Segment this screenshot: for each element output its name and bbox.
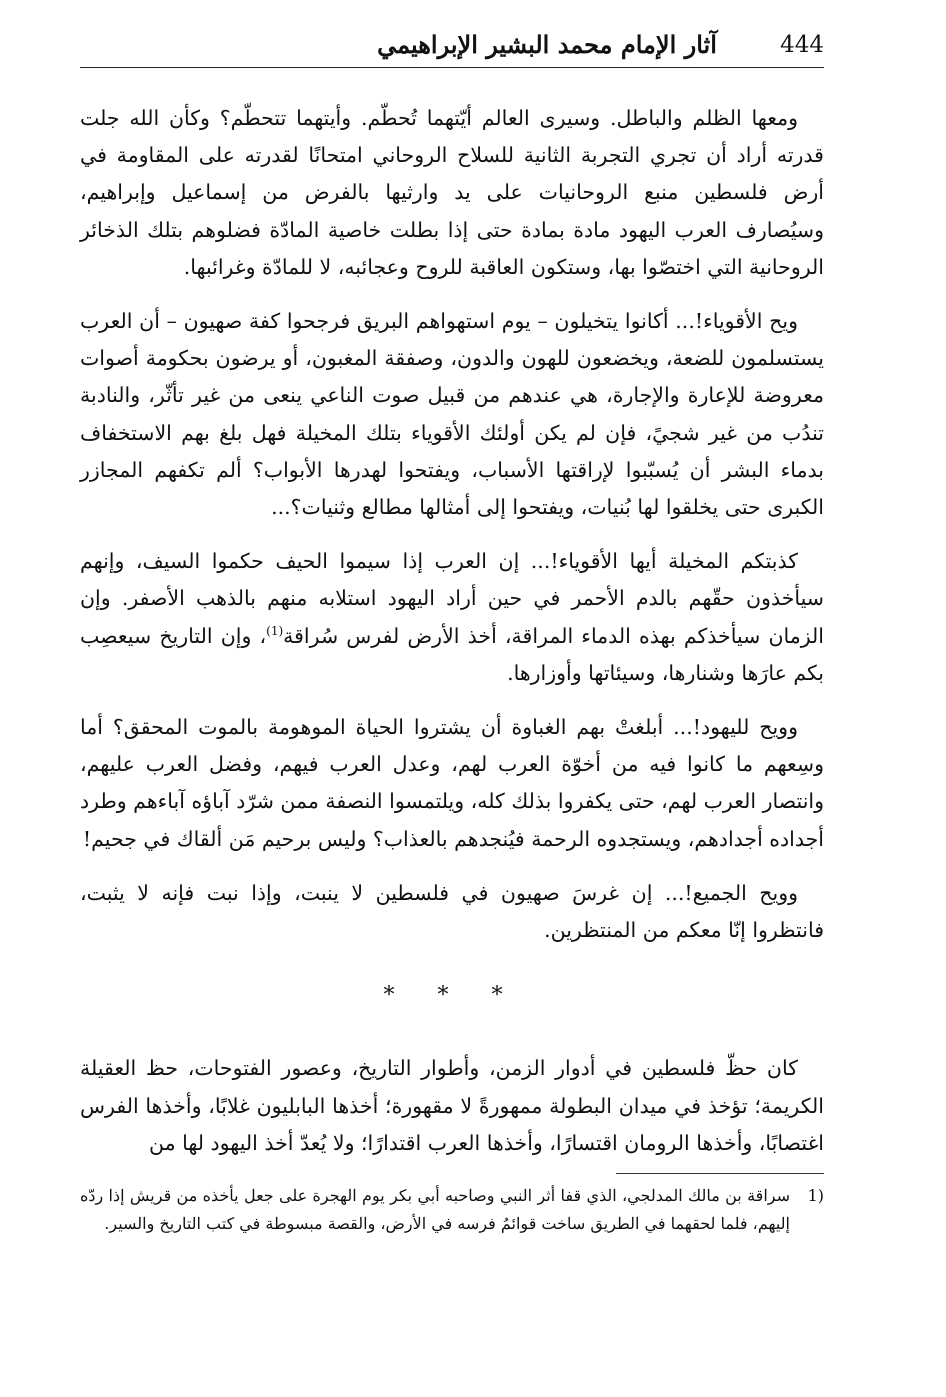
page-number: 444 xyxy=(780,32,824,58)
footnote-rule xyxy=(616,1173,824,1174)
paragraph-3-text-a: كذبتكم المخيلة أيها الأقوياء!... إن العرب إذا سيموا الحيف حكموا السيف، وإنهم سيأخذون حقّهم بالدم الأحمر في حين أراد اليهود استلابه منهم بالذهب الأصفر. وإن الزمان سيأخذكم بهذه الدماء المراقة، أخذ الأرض لفرس سُراقة xyxy=(80,549,824,648)
paragraph-5: وويح الجميع!... إن غرسَ صهيون في فلسطين لا ينبت، وإذا نبت فإنه لا يثبت، فانتظروا إنّا معكم من المنتظرين. xyxy=(80,880,824,943)
paragraph-3 xyxy=(80,543,824,692)
footnote-marker: 1) xyxy=(807,1186,824,1205)
page-header xyxy=(80,22,824,66)
footnote xyxy=(80,1182,824,1237)
paragraph-2: ويح الأقوياء!... أكانوا يتخيلون – يوم استهواهم البريق فرجحوا كفة صهيون – أن العرب يستسلمون للضعة، ويخضعون للهون والدون، وصفقة المغبون، أو يرضون بحكومة أصوات معروضة للإعارة والإجارة، هي عندهم من قبيل صوت الناعي ينعى من غير تأثّر، والنادبة تندُب من غير شجيً، فإن لم يكن أولئك الأقوياء بتلك المخيلة فهل بلغ بهم الاستخفاف بدماء البشر أن يُسبّبوا لإراقتها الأسباب، ويفتحوا لهدرها الأبواب؟ ألم تكفهم المجازر الكبرى حتى يخلقوا لها بُنيات، ويفتحوا إلى أمثالها مطالع وثنيات؟... xyxy=(80,309,824,520)
section-separator: * * * xyxy=(383,983,521,1009)
running-head: آثار الإمام محمد البشير الإبراهيمي xyxy=(377,30,717,59)
footnote-text: سراقة بن مالك المدلجي، الذي قفا أثر النبي وصاحبه أبي بكر يوم الهجرة على جعل يأخذه من قريش إذا ردّه إليهم، فلما لحقهما في الطريق ساخت قوائمُ فرسه في الأرض، والقصة مبسوطة في كتب التاريخ والسير. xyxy=(80,1186,790,1233)
paragraph-6: كان حظّ فلسطين في أدوار الزمن، وأطوار التاريخ، وعصور الفتوحات، حظ العقيلة الكريمة؛ تؤخذ في ميدان البطولة ممهورةً لا مقهورة؛ أخذها البابليون غلابًا، وأخذها الفرس اغتصابًا، وأخذها الرومان اقتسارًا، وأخذها العرب اقتدارًا؛ ولا يُعدّ أخذ اليهود لها من xyxy=(80,1056,824,1155)
paragraph-1: ومعها الظلم والباطل. وسيرى العالم أيّتهما تُحطّم. وأيتهما تتحطّم؟ وكأن الله جلت قدرته أراد أن تجري التجربة الثانية للسلاح الروحاني امتحانًا لقدرته على المقاومة في أرض فلسطين منبع الروحانيات على يد وارثيها بالفرض من إسماعيل وإبراهيم، وسيُصارف العرب اليهود مادة بمادة حتى إذا بطلت خاصية المادّة فضلوهم بتلك الذخائر الروحانية التي اختصّوا بها، وستكون العاقبة للروح وعجائبه، لا للمادّة وغرائبها. xyxy=(80,106,824,279)
footnote-reference[interactable]: (1) xyxy=(266,623,284,638)
header-rule xyxy=(80,67,824,68)
paragraph-4: وويح لليهود!... أبلغتْ بهم الغباوة أن يشتروا الحياة الموهومة بالموت المحقق؟ أما وسِعهم ما كانوا فيه من أخوّة العرب لهم، وعدل العرب فيهم، وفضل العرب عليهم، وانتصار العرب لهم، حتى يكفروا بذلك كله، ويلتمسوا النصفة ممن شرّد آباؤه آباءهم وطرد أجداده أجدادهم، ويستجدوه الرحمة فيُنجدهم بالعذاب؟ وليس برحيم مَن ألقاك في جحيم! xyxy=(80,715,824,851)
body-text xyxy=(80,100,824,1179)
paragraph-3-text-b: ، وإن التاريخ سيعصِب بكم عارَها وشنارها، وسيئاتها وأوزارها. xyxy=(80,623,824,685)
